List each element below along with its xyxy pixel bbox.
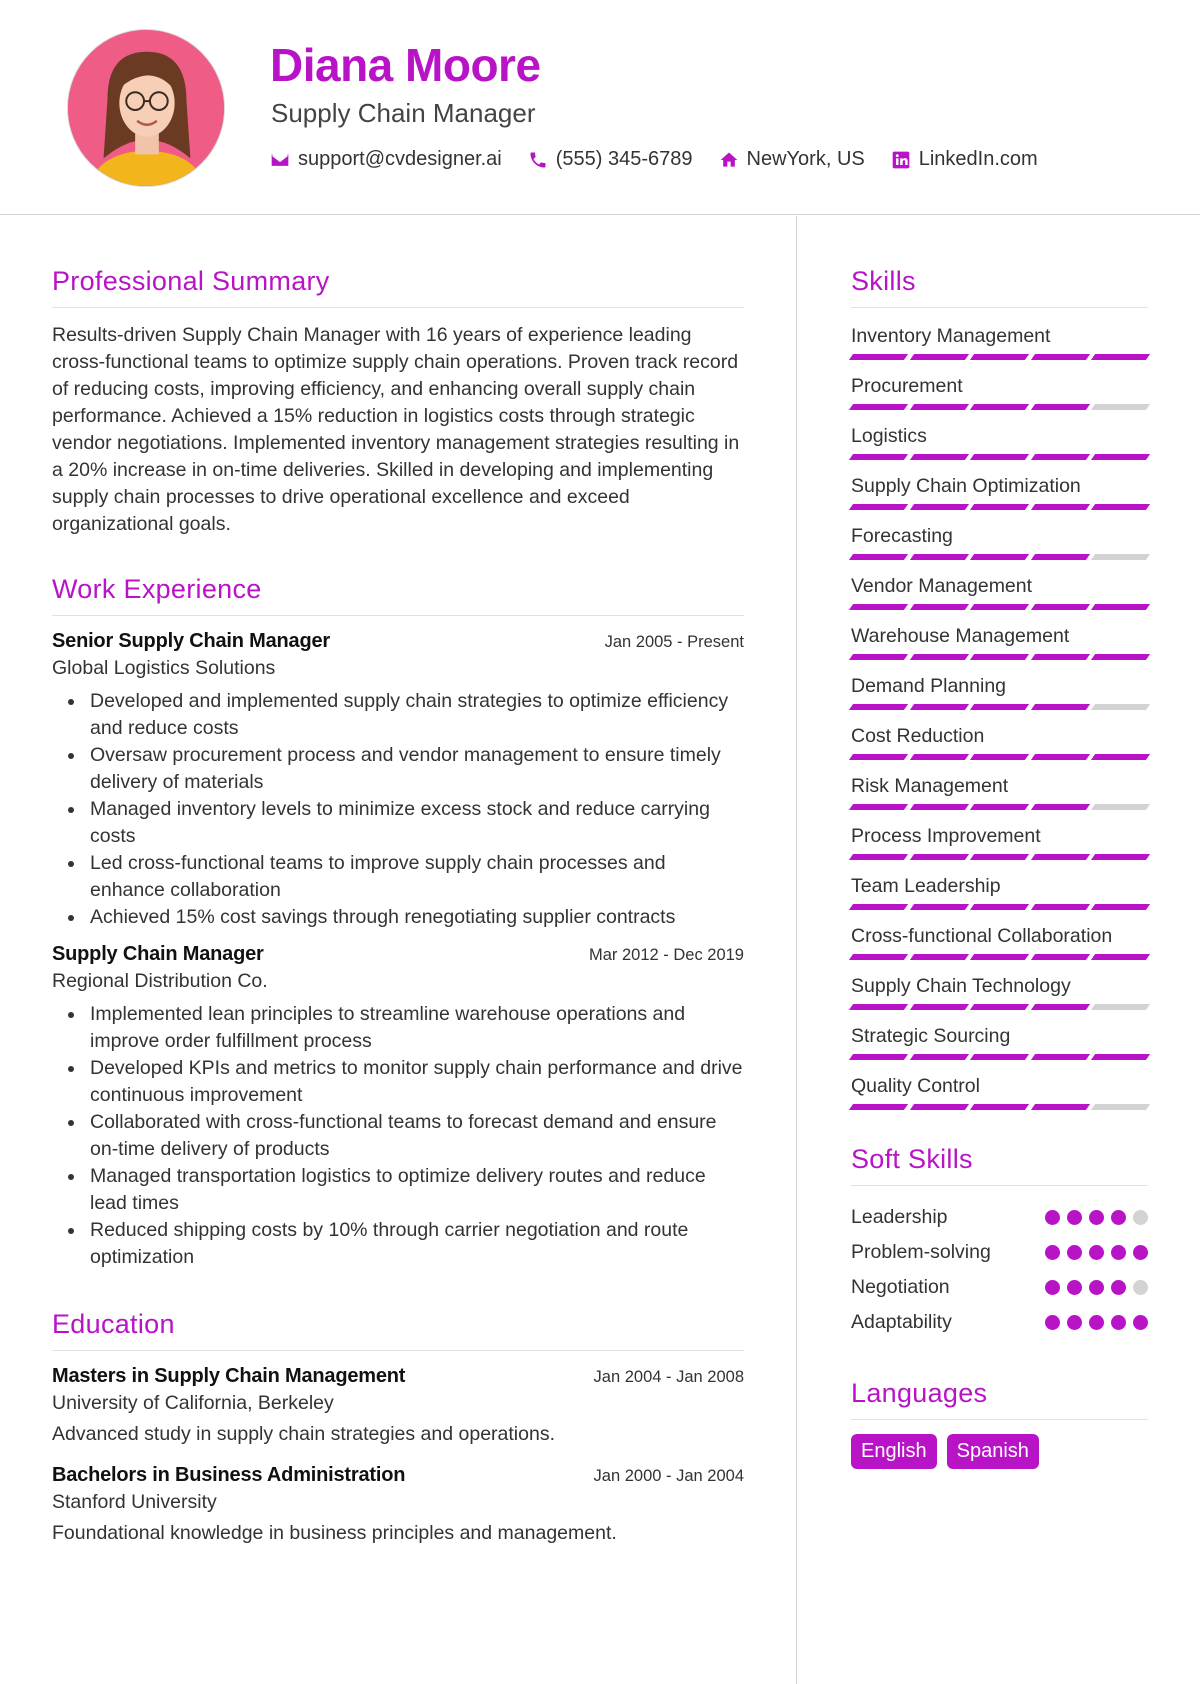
profile-photo	[67, 29, 225, 187]
job-bullets	[62, 1001, 744, 1271]
person-portrait-icon	[68, 30, 224, 186]
skill-name: Risk Management	[851, 775, 1009, 797]
job-date: Jan 2005 - Present	[604, 633, 744, 651]
rating-dot	[1089, 1210, 1104, 1225]
skill-level-segment	[1091, 404, 1150, 410]
education-section	[52, 1309, 744, 1545]
soft-skills-list	[851, 1200, 1148, 1340]
contact-email-text: support@cvdesigner.ai	[298, 148, 502, 170]
skill-level-segment	[849, 354, 908, 360]
skill-level-segment	[970, 604, 1029, 610]
soft-skill-name: Leadership	[851, 1206, 948, 1228]
rating-dot	[1089, 1315, 1104, 1330]
soft-skill-item	[851, 1200, 1148, 1235]
skill-level-bar	[851, 604, 1148, 610]
skill-level-segment	[1091, 354, 1150, 360]
skill-level-segment	[970, 1104, 1029, 1110]
rating-dot	[1111, 1210, 1126, 1225]
skill-level-segment	[849, 554, 908, 560]
skill-level-segment	[970, 804, 1029, 810]
skill-level-segment	[909, 404, 968, 410]
skill-item	[851, 422, 1148, 460]
experience-section	[52, 574, 744, 1271]
skill-name: Process Improvement	[851, 825, 1041, 847]
skill-level-segment	[1030, 654, 1089, 660]
skill-name: Strategic Sourcing	[851, 1025, 1011, 1047]
skill-level-segment	[909, 504, 968, 510]
skill-level-segment	[970, 504, 1029, 510]
skill-item	[851, 672, 1148, 710]
skill-level-segment	[849, 404, 908, 410]
skill-name: Quality Control	[851, 1075, 980, 1097]
skill-level-segment	[1030, 704, 1089, 710]
skill-name: Cost Reduction	[851, 725, 985, 747]
skill-item	[851, 822, 1148, 860]
right-column	[851, 266, 1148, 1469]
skill-level-segment	[849, 504, 908, 510]
education-description: Foundational knowledge in business principles and management.	[52, 1522, 617, 1544]
skill-level-segment	[1091, 904, 1150, 910]
skill-name: Supply Chain Optimization	[851, 475, 1081, 497]
contact-location	[719, 148, 865, 171]
skill-item	[851, 372, 1148, 410]
skill-level-segment	[1030, 554, 1089, 560]
skill-name: Procurement	[851, 375, 963, 397]
skill-level-segment	[909, 754, 968, 760]
rating-dot	[1111, 1315, 1126, 1330]
skill-level-segment	[1030, 1004, 1089, 1010]
skill-level-segment	[1030, 904, 1089, 910]
list-item: Managed inventory levels to minimize excess stock and reduce carrying costs	[62, 796, 744, 850]
language-badge: Spanish	[947, 1434, 1039, 1469]
rating-dot	[1045, 1245, 1060, 1260]
skill-level-segment	[909, 954, 968, 960]
skill-level-segment	[970, 904, 1029, 910]
contact-linkedin-text: LinkedIn.com	[918, 148, 1038, 170]
skill-item	[851, 472, 1148, 510]
job-bullets	[62, 688, 744, 931]
skill-level-bar	[851, 354, 1148, 360]
skill-name: Warehouse Management	[851, 625, 1070, 647]
soft-skill-name: Adaptability	[851, 1311, 952, 1333]
skill-level-segment	[909, 704, 968, 710]
skills-title: Skills	[851, 266, 1148, 308]
soft-skill-name: Problem-solving	[851, 1241, 991, 1263]
skill-name: Inventory Management	[851, 325, 1051, 347]
skill-level-bar	[851, 854, 1148, 860]
education-entry	[52, 1365, 744, 1446]
skill-name: Demand Planning	[851, 675, 1007, 697]
skill-item	[851, 772, 1148, 810]
skill-level-segment	[1091, 604, 1150, 610]
job-company: Regional Distribution Co.	[52, 970, 268, 992]
skill-level-bar	[851, 554, 1148, 560]
summary-title: Professional Summary	[52, 266, 744, 308]
skill-level-segment	[970, 654, 1029, 660]
skill-level-segment	[849, 604, 908, 610]
skill-level-bar	[851, 1104, 1148, 1110]
rating-dot	[1111, 1280, 1126, 1295]
skill-level-segment	[1030, 604, 1089, 610]
skill-name: Supply Chain Technology	[851, 975, 1071, 997]
skills-section	[851, 266, 1148, 1110]
skill-level-segment	[1091, 804, 1150, 810]
skill-level-segment	[1030, 754, 1089, 760]
summary-section	[52, 266, 744, 538]
skill-level-segment	[909, 454, 968, 460]
soft-skill-item	[851, 1235, 1148, 1270]
skill-level-segment	[1091, 454, 1150, 460]
skill-level-segment	[970, 1054, 1029, 1060]
skill-level-segment	[1091, 654, 1150, 660]
skill-level-bar	[851, 454, 1148, 460]
rating-dot	[1067, 1280, 1082, 1295]
school-name: University of California, Berkeley	[52, 1392, 334, 1414]
skill-level-segment	[849, 1004, 908, 1010]
job-title: Senior Supply Chain Manager	[52, 630, 330, 652]
rating-dot	[1089, 1280, 1104, 1295]
contact-phone-text: (555) 345-6789	[555, 148, 693, 170]
skill-level-segment	[1091, 1104, 1150, 1110]
skill-level-segment	[909, 1104, 968, 1110]
soft-skill-item	[851, 1270, 1148, 1305]
skill-level-bar	[851, 1004, 1148, 1010]
skill-level-segment	[970, 754, 1029, 760]
language-badge: English	[851, 1434, 937, 1469]
skills-list	[851, 322, 1148, 1110]
rating-dot	[1133, 1245, 1148, 1260]
soft-skill-rating	[1038, 1280, 1148, 1295]
skill-level-bar	[851, 404, 1148, 410]
skill-item	[851, 1072, 1148, 1110]
skill-item	[851, 922, 1148, 960]
skill-level-segment	[909, 654, 968, 660]
skill-level-bar	[851, 804, 1148, 810]
skill-level-bar	[851, 954, 1148, 960]
education-title: Education	[52, 1309, 744, 1351]
skill-level-bar	[851, 704, 1148, 710]
job-date: Mar 2012 - Dec 2019	[588, 946, 744, 964]
experience-title: Work Experience	[52, 574, 744, 616]
school-name: Stanford University	[52, 1491, 217, 1513]
skill-level-segment	[970, 1004, 1029, 1010]
skill-level-segment	[1091, 504, 1150, 510]
skill-name: Cross-functional Collaboration	[851, 925, 1113, 947]
rating-dot	[1045, 1280, 1060, 1295]
skill-level-bar	[851, 654, 1148, 660]
job-entry	[52, 943, 744, 1271]
job-title: Supply Chain Manager	[52, 943, 264, 965]
contact-location-text: NewYork, US	[746, 148, 865, 170]
skill-level-segment	[1030, 954, 1089, 960]
skill-name: Logistics	[851, 425, 927, 447]
education-description: Advanced study in supply chain strategies and operations.	[52, 1423, 555, 1445]
linkedin-icon	[891, 150, 911, 170]
contact-bar	[270, 148, 1064, 171]
skill-item	[851, 322, 1148, 360]
languages-title: Languages	[851, 1378, 1148, 1420]
rating-dot	[1133, 1315, 1148, 1330]
contact-email[interactable]	[270, 148, 502, 171]
skill-item	[851, 572, 1148, 610]
skill-name: Vendor Management	[851, 575, 1033, 597]
candidate-role: Supply Chain Manager	[271, 98, 536, 128]
skill-level-segment	[970, 404, 1029, 410]
list-item: Oversaw procurement process and vendor management to ensure timely delivery of materials	[62, 742, 744, 796]
job-company: Global Logistics Solutions	[52, 657, 276, 679]
skill-level-segment	[1091, 1004, 1150, 1010]
rating-dot	[1089, 1245, 1104, 1260]
list-item: Developed KPIs and metrics to monitor supply chain performance and drive continuous improvement	[62, 1055, 744, 1109]
soft-skill-name: Negotiation	[851, 1276, 950, 1298]
skill-level-segment	[909, 1004, 968, 1010]
education-date: Jan 2004 - Jan 2008	[593, 1368, 744, 1386]
skill-level-segment	[849, 1104, 908, 1110]
skill-level-segment	[970, 954, 1029, 960]
skill-level-segment	[1091, 754, 1150, 760]
skill-level-segment	[1030, 854, 1089, 860]
soft-skill-rating	[1038, 1315, 1148, 1330]
rating-dot	[1045, 1315, 1060, 1330]
rating-dot	[1067, 1315, 1082, 1330]
rating-dot	[1111, 1245, 1126, 1260]
skill-level-bar	[851, 504, 1148, 510]
job-entry	[52, 630, 744, 931]
list-item: Reduced shipping costs by 10% through carrier negotiation and route optimization	[62, 1217, 744, 1271]
skill-level-bar	[851, 1054, 1148, 1060]
home-icon	[719, 150, 739, 170]
soft-skill-rating	[1038, 1245, 1148, 1260]
soft-skill-item	[851, 1305, 1148, 1340]
skill-level-segment	[909, 904, 968, 910]
skill-level-segment	[1030, 404, 1089, 410]
skill-level-segment	[849, 654, 908, 660]
rating-dot	[1067, 1210, 1082, 1225]
soft-skill-rating	[1038, 1210, 1148, 1225]
skill-item	[851, 972, 1148, 1010]
list-item: Led cross-functional teams to improve supply chain processes and enhance collaboration	[62, 850, 744, 904]
list-item: Collaborated with cross-functional teams to forecast demand and ensure on-time delivery of products	[62, 1109, 744, 1163]
skill-level-segment	[849, 704, 908, 710]
column-divider	[796, 216, 797, 1684]
contact-phone[interactable]	[528, 148, 693, 171]
skill-level-segment	[1030, 1054, 1089, 1060]
skill-item	[851, 722, 1148, 760]
skill-level-segment	[849, 804, 908, 810]
rating-dot	[1045, 1210, 1060, 1225]
degree-title: Bachelors in Business Administration	[52, 1464, 406, 1486]
skill-level-segment	[849, 1054, 908, 1060]
soft-skills-section	[851, 1144, 1148, 1340]
education-entry	[52, 1464, 744, 1545]
skill-level-segment	[849, 904, 908, 910]
list-item: Managed transportation logistics to optimize delivery routes and reduce lead times	[62, 1163, 744, 1217]
skill-level-segment	[1030, 1104, 1089, 1110]
education-date: Jan 2000 - Jan 2004	[593, 1467, 744, 1485]
skill-name: Forecasting	[851, 525, 953, 547]
phone-icon	[528, 150, 548, 170]
skill-level-segment	[970, 354, 1029, 360]
soft-skills-title: Soft Skills	[851, 1144, 1148, 1186]
skill-level-bar	[851, 904, 1148, 910]
skill-level-segment	[909, 1054, 968, 1060]
skill-level-segment	[909, 354, 968, 360]
resume-header	[0, 0, 1200, 215]
skill-level-segment	[909, 554, 968, 560]
skill-level-segment	[970, 454, 1029, 460]
list-item: Developed and implemented supply chain strategies to optimize efficiency and reduce costs	[62, 688, 744, 742]
rating-dot	[1067, 1245, 1082, 1260]
skill-level-segment	[849, 454, 908, 460]
skill-level-segment	[1030, 454, 1089, 460]
candidate-name: Diana Moore	[270, 39, 541, 91]
skill-level-segment	[970, 704, 1029, 710]
skill-level-segment	[849, 854, 908, 860]
skill-level-segment	[1091, 554, 1150, 560]
skill-item	[851, 622, 1148, 660]
summary-text: Results-driven Supply Chain Manager with 16 years of experience leading cross-functional teams to optimize supply chain operations. Proven track record of reducing costs, improving efficiency, and enhancing overall supply chain performance. Achieved a 15% reduction in logistics costs through strategic vendor negotiations. Implemented inventory management strategies resulting in a 20% increase in on-time deliveries. Skilled in developing and implementing supply chain processes to drive operational excellence and exceed organizational goals.	[52, 324, 740, 535]
envelope-icon	[270, 150, 290, 170]
skill-level-bar	[851, 754, 1148, 760]
languages-list	[851, 1434, 1148, 1469]
left-column	[52, 266, 744, 1559]
skill-level-segment	[1030, 504, 1089, 510]
skill-level-segment	[909, 604, 968, 610]
skill-name: Team Leadership	[851, 875, 1001, 897]
skill-level-segment	[1030, 804, 1089, 810]
list-item: Implemented lean principles to streamline warehouse operations and improve order fulfillment process	[62, 1001, 744, 1055]
skill-item	[851, 1022, 1148, 1060]
rating-dot	[1133, 1210, 1148, 1225]
skill-level-segment	[1091, 954, 1150, 960]
rating-dot	[1133, 1280, 1148, 1295]
list-item: Achieved 15% cost savings through renegotiating supplier contracts	[62, 904, 744, 931]
degree-title: Masters in Supply Chain Management	[52, 1365, 406, 1387]
skill-level-segment	[909, 804, 968, 810]
skill-level-segment	[970, 554, 1029, 560]
languages-section	[851, 1378, 1148, 1469]
skill-level-segment	[849, 754, 908, 760]
skill-level-segment	[1091, 1054, 1150, 1060]
skill-level-segment	[909, 854, 968, 860]
skill-level-segment	[1091, 704, 1150, 710]
skill-level-segment	[1030, 354, 1089, 360]
skill-level-segment	[1091, 854, 1150, 860]
contact-linkedin[interactable]	[891, 148, 1038, 171]
skill-level-segment	[970, 854, 1029, 860]
skill-level-segment	[849, 954, 908, 960]
skill-item	[851, 872, 1148, 910]
skill-item	[851, 522, 1148, 560]
